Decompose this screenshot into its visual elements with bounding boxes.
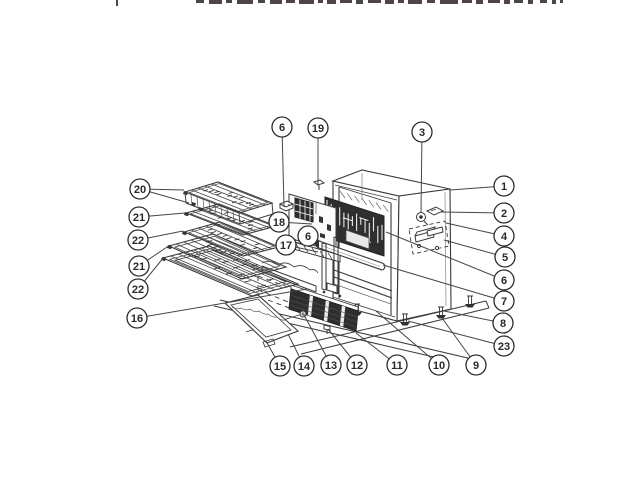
callout-number-6: 6 [304,230,312,243]
callout-number-5: 5 [501,251,509,264]
clipped-text-fragment [440,0,458,4]
callout-number-17: 17 [279,239,293,252]
callout-number-10: 10 [432,359,446,372]
framed-shelf [161,246,298,296]
callout-7 [494,291,514,311]
callout-9 [466,355,486,375]
callout-number-19: 19 [311,122,325,135]
callout-number-18: 18 [272,216,286,229]
clipped-text-fragment [116,0,118,6]
lamp-part [314,180,324,190]
callout-16 [127,308,147,328]
clipped-text-fragment [286,0,295,3]
callout-number-8: 8 [499,317,507,330]
clipped-text-fragment [462,0,472,3]
clipped-text-fragment [552,0,556,4]
callout-11 [387,355,407,375]
callout-21 [129,207,149,227]
callout-18 [269,212,289,232]
wire-basket [183,182,273,224]
callout-number-2: 2 [500,207,508,220]
callout-number-21: 21 [132,211,146,224]
clipped-text-fragment [514,0,523,3]
callout-6 [298,226,318,246]
callout-22 [128,230,148,250]
callout-6 [494,270,514,290]
callout-20 [130,179,150,199]
clipped-text-fragment [476,0,483,4]
clipped-text-fragment [398,0,404,3]
clipped-text-fragment [368,0,381,3]
clipped-text-fragment [408,0,422,4]
clipped-header-artifact [116,0,563,6]
callout-19 [308,118,328,138]
clipped-text-fragment [385,0,394,4]
callout-number-13: 13 [324,359,338,372]
clipped-text-fragment [196,0,204,3]
callout-4 [494,226,514,246]
clipped-text-fragment [237,0,253,4]
clipped-text-fragment [540,0,547,3]
callout-number-22: 22 [131,283,145,296]
clipped-text-fragment [299,0,314,4]
clipped-text-fragment [209,0,222,4]
callout-3 [412,122,432,142]
callout-22 [128,279,148,299]
clipped-text-fragment [226,0,232,3]
callout-number-1: 1 [500,180,508,193]
clipped-text-fragment [427,0,435,3]
callout-23 [494,336,514,356]
callout-number-16: 16 [130,312,144,325]
callout-number-6: 6 [500,274,508,287]
callout-number-9: 9 [472,359,480,372]
leader-line-16 [137,289,307,318]
callout-2 [494,203,514,223]
callout-12 [347,355,367,375]
clipped-text-fragment [528,0,533,4]
callout-14 [294,356,314,376]
callout-number-7: 7 [500,295,508,308]
clipped-text-fragment [340,0,352,3]
callout-6 [272,117,292,137]
callout-number-3: 3 [418,126,426,139]
clipped-text-fragment [327,0,336,4]
clipped-text-fragment [270,0,282,4]
callout-number-23: 23 [497,340,511,353]
clipped-text-fragment [504,0,510,4]
callout-5 [495,247,515,267]
callout-21 [129,256,149,276]
callout-number-11: 11 [391,359,403,372]
drip-pan [225,295,298,347]
callout-number-14: 14 [297,360,311,373]
callout-number-15: 15 [273,360,287,373]
callout-number-22: 22 [131,234,145,247]
clipped-text-fragment [560,0,563,3]
clipped-text-fragment [318,0,323,3]
callout-13 [321,355,341,375]
callout-number-20: 20 [133,183,147,196]
clipped-text-fragment [356,0,363,4]
leader-line-23 [408,321,504,346]
clipped-text-fragment [488,0,500,3]
leveling-leg [465,296,475,308]
callout-8 [493,313,513,333]
callout-number-6: 6 [278,121,286,134]
callout-number-21: 21 [132,260,146,273]
leader-line-6 [282,127,284,207]
callout-17 [276,235,296,255]
callout-number-4: 4 [500,230,508,243]
clipped-text-fragment [258,0,265,3]
callout-15 [270,356,290,376]
callout-1 [494,176,514,196]
callout-number-12: 12 [350,359,364,372]
callout-10 [429,355,449,375]
